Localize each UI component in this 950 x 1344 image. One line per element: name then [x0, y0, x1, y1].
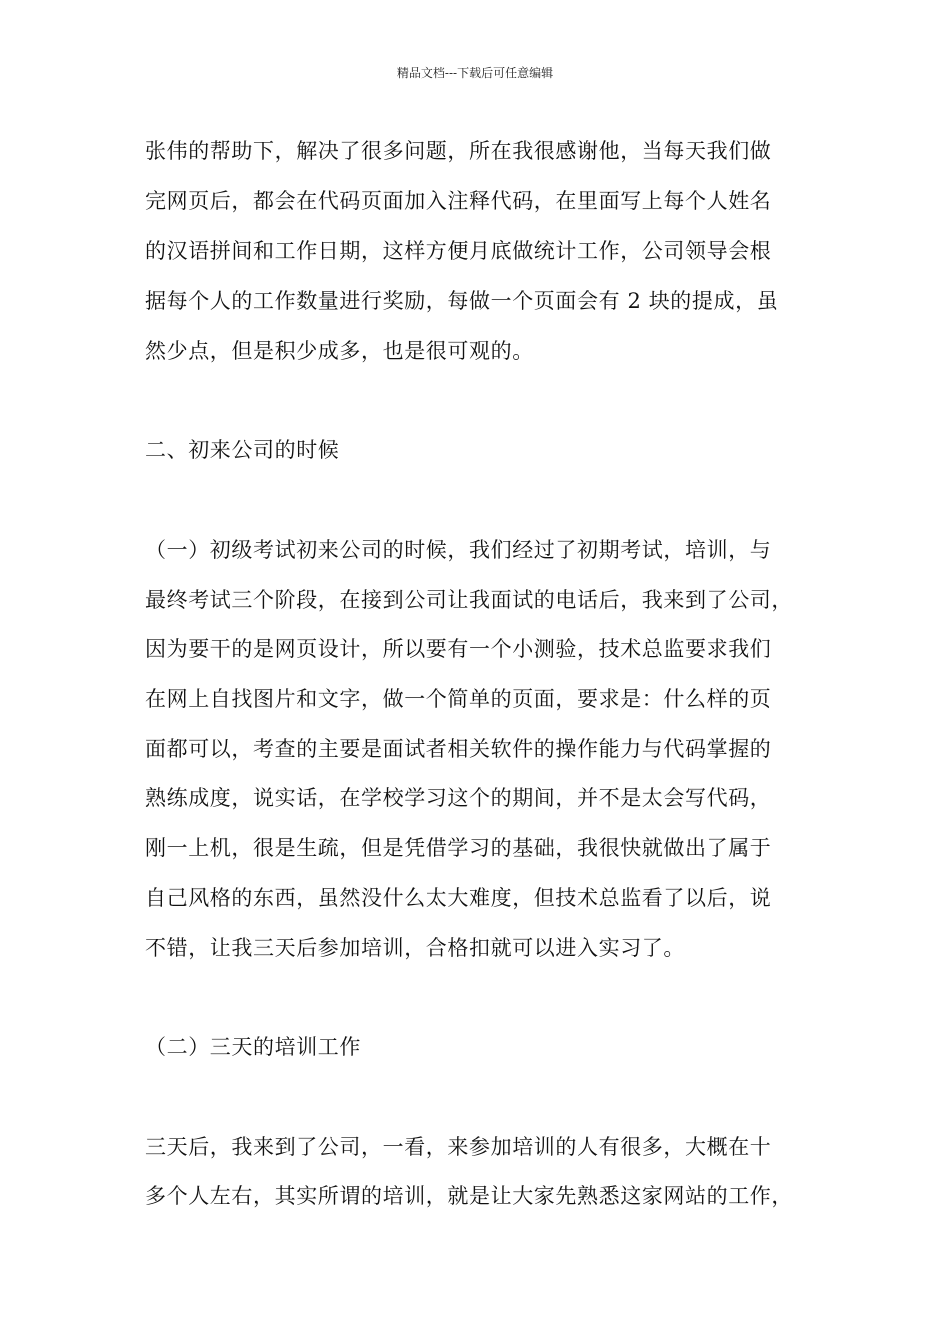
text-line: 最终考试三个阶段，在接到公司让我面试的电话后，我来到了公司，	[145, 588, 793, 612]
text-line: 的汉语拼间和工作日期，这样方便月底做统计工作，公司领导会根	[145, 239, 772, 263]
text-line: 张伟的帮助下，解决了很多问题，所在我很感谢他，当每天我们做	[145, 139, 772, 163]
heading-text: （二）三天的培训工作	[145, 1035, 361, 1059]
heading-text: 二、初来公司的时候	[145, 438, 340, 462]
page-header: 精品文档---下载后可任意编辑	[396, 66, 554, 80]
text-line: 刚一上机，很是生疏，但是凭借学习的基础，我很快就做出了属于	[145, 836, 772, 860]
text-line: （一）初级考试初来公司的时候，我们经过了初期考试，培训，与	[145, 538, 772, 562]
text-line: 完网页后，都会在代码页面加入注释代码，在里面写上每个人姓名	[145, 189, 772, 213]
text-line: 多个人左右，其实所谓的培训，就是让大家先熟悉这家网站的工作，	[145, 1184, 793, 1208]
text-line: 在网上自找图片和文字，做一个简单的页面，要求是：什么样的页	[145, 687, 772, 711]
text-line: 据每个人的工作数量进行奖励，每做一个页面会有 2 块的提成，虽	[145, 289, 779, 313]
text-line: 三天后，我来到了公司，一看，来参加培训的人有很多，大概在十	[145, 1135, 772, 1159]
text-line: 因为要干的是网页设计，所以要有一个小测验，技术总监要求我们	[145, 637, 772, 661]
text-line: 面都可以，考查的主要是面试者相关软件的操作能力与代码掌握的	[145, 737, 772, 761]
text-line: 不错，让我三天后参加培训，合格扣就可以进入实习了。	[145, 936, 685, 960]
text-line: 然少点，但是积少成多，也是很可观的。	[145, 339, 534, 363]
text-line: 熟练成度，说实话，在学校学习这个的期间，并不是太会写代码，	[145, 786, 772, 810]
text-line: 自己风格的东西，虽然没什么太大难度，但技术总监看了以后，说	[145, 886, 772, 910]
